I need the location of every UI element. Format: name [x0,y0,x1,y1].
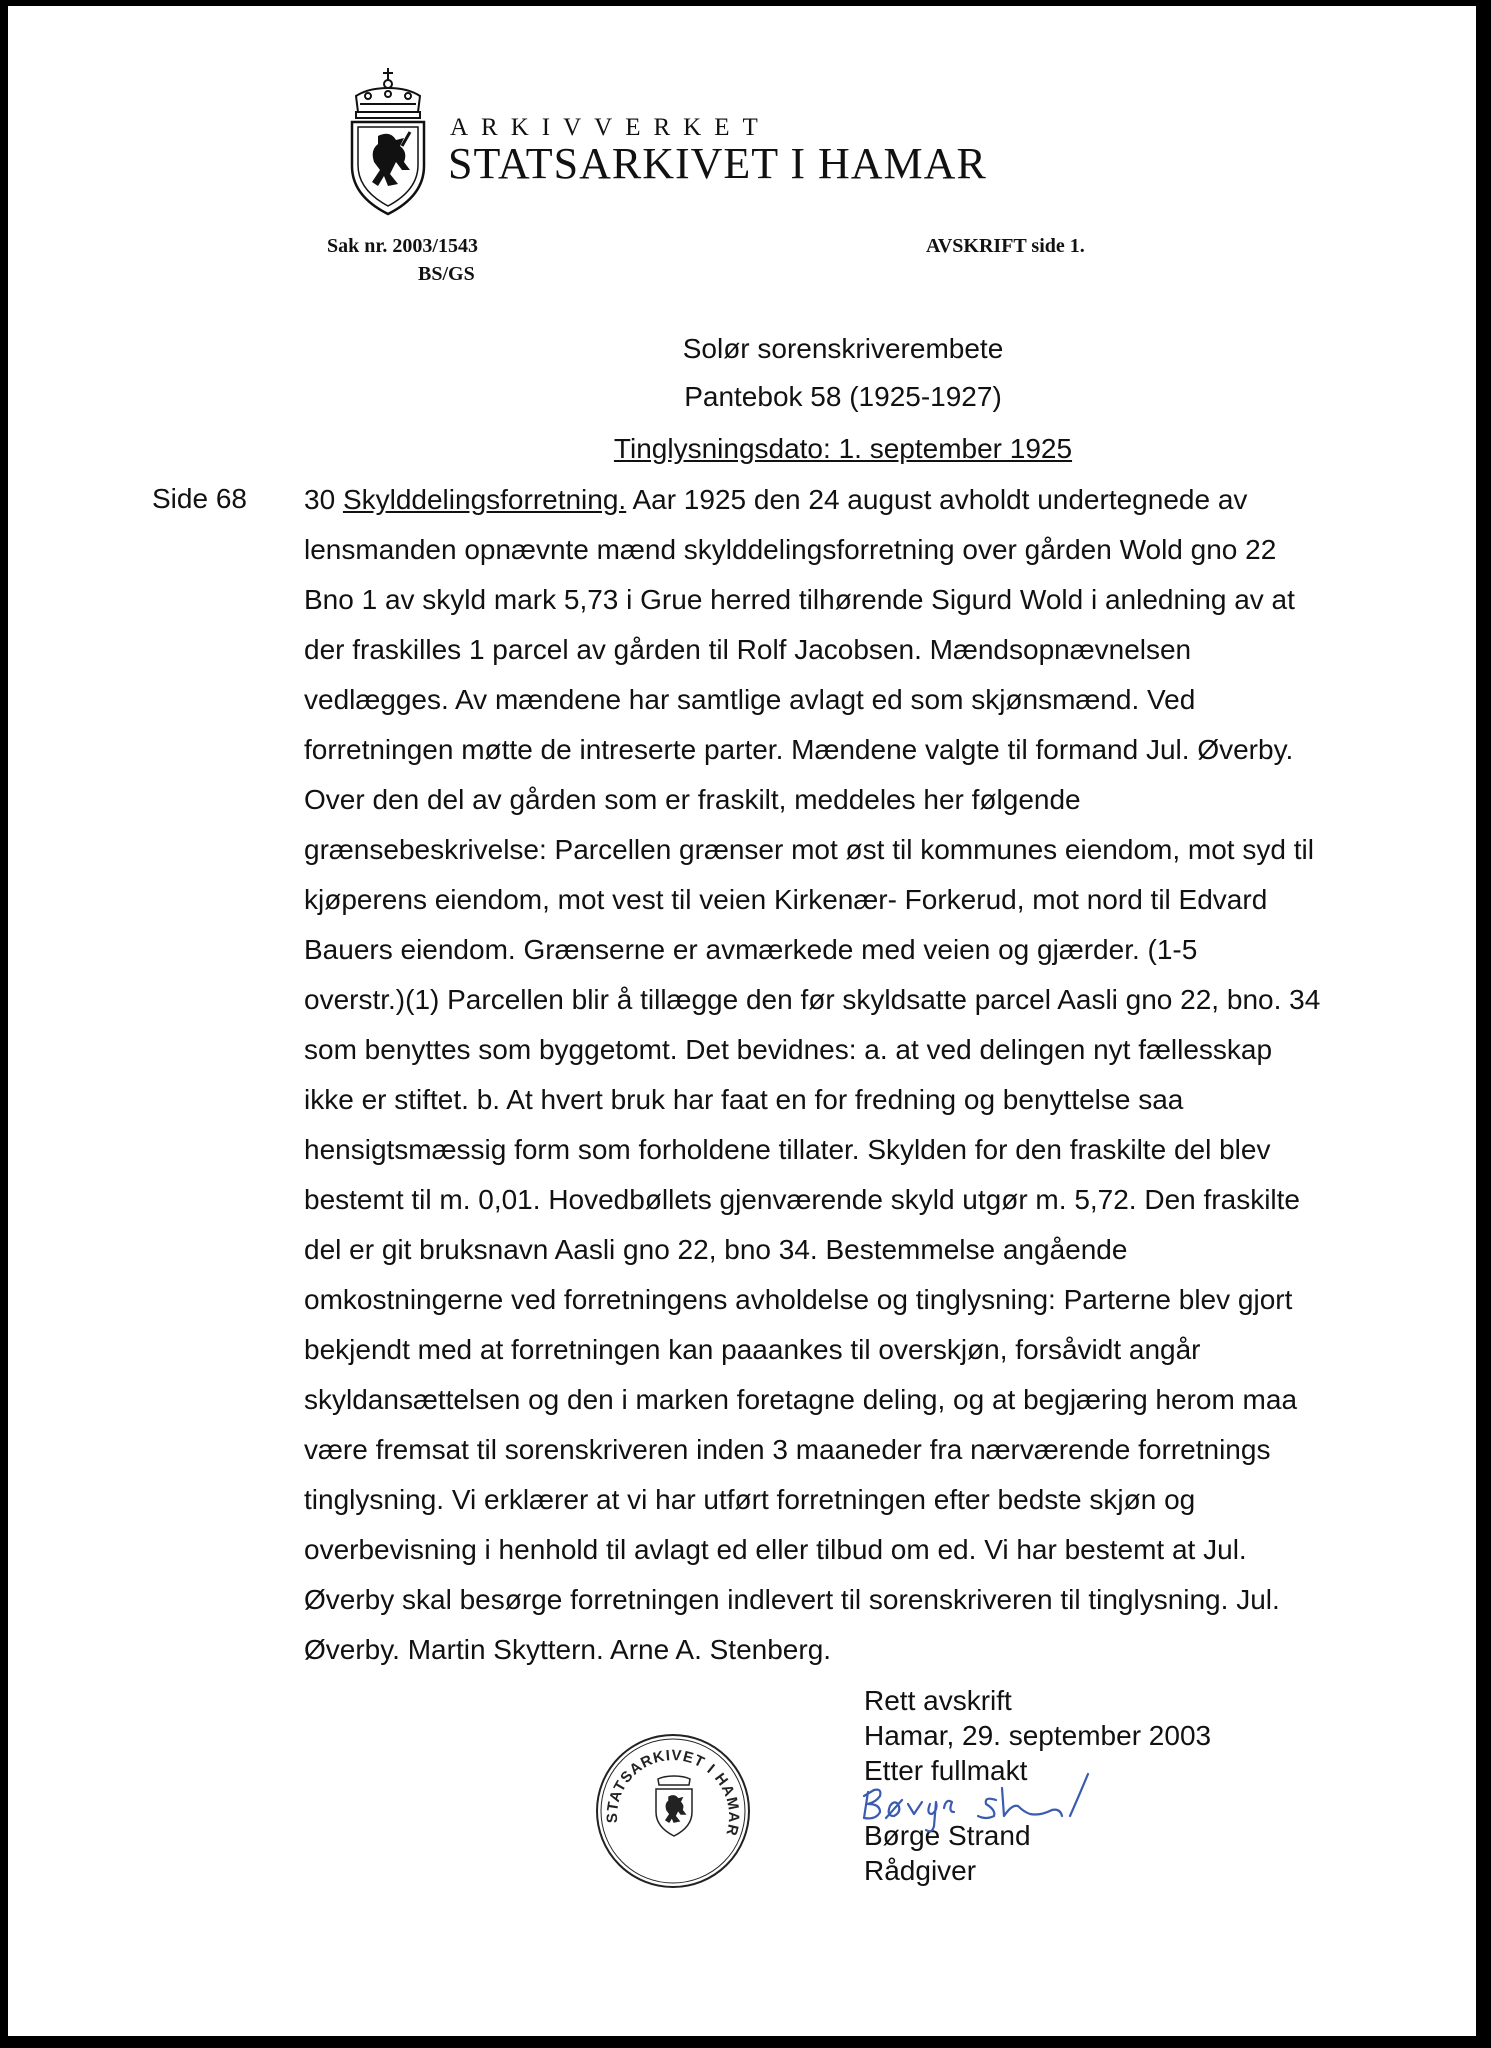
first-line-text: Aar 1925 den 24 august avholdt undertegnede av [632,484,1248,515]
document-label: AVSKRIFT side 1. [926,235,1085,257]
transcript-line: del er git bruksnavn Aasli gno 22, bno 34. Bestemmelse angående [304,1234,1128,1265]
transcript-line: overbevisning i henhold til avlagt ed eller tilbud om ed. Vi har bestemt at Jul. [304,1534,1247,1565]
transcript-line: der fraskilles 1 parcel av gården til Rolf Jacobsen. Mændsopnævnelsen [304,634,1192,665]
entry-title: Skylddelingsforretning. [342,484,627,515]
transcript-line: hensigtsmæssig form som forholdene tillater. Skylden for den fraskilte del blev [304,1134,1271,1165]
certified-copy-text: Rett avskrift [864,1685,1012,1716]
transcript-line: Over den del av gården som er fraskilt, meddeles her følgende [304,784,1081,815]
transcript-body [304,483,1364,1683]
initials: BS/GS [418,263,475,285]
page-reference: Side 68 [152,483,247,514]
transcript-line: lensmanden opnævnte mænd skylddelingsforretning over gården Wold gno 22 [304,534,1277,565]
transcript-line: tinglysning. Vi erklærer at vi har utført forretningen efter bedste skjøn og [304,1484,1196,1515]
svg-text:STATSARKIVET I HAMAR: STATSARKIVET I HAMAR [603,1746,743,1839]
transcript-line: være fremsat til sorenskriveren inden 3 maaneder fra nærværende forretnings [304,1434,1271,1465]
transcript-line: Bno 1 av skyld mark 5,73 i Grue herred tilhørende Sigurd Wold i anledning av at [304,584,1295,615]
transcript-line: Øverby skal besørge forretningen indlevert til sorenskriveren til tinglysning. Jul. [304,1584,1280,1615]
registration-date-heading: Tinglysningsdato: 1. september 1925 [613,433,1073,464]
transcript-line: kjøperens eiendom, mot vest til veien Kirkenær- Forkerud, mot nord til Edvard [304,884,1268,915]
transcript-line: ikke er stiftet. b. At hvert bruk har faat en for fredning og benyttelse saa [304,1084,1184,1115]
transcript-line: Bauers eiendom. Grænserne er avmærkede med veien og gjærder. (1-5 [304,934,1198,965]
coat-of-arms-icon [338,66,438,216]
transcript-line: grænsebeskrivelse: Parcellen grænser mot øst til kommunes eiendom, mot syd til [304,834,1314,865]
handwritten-signature [846,1758,1106,1838]
transcript-line: skyldansættelsen og den i marken foretagne deling, og at begjæring herom maa [304,1384,1298,1415]
signatory-title: Rådgiver [864,1855,977,1886]
signatory-name: Børge Strand [864,1820,1031,1851]
book-heading: Pantebok 58 (1925-1927) [684,381,1002,412]
transcript-line: bestemt til m. 0,01. Hovedbøllets gjenværende skyld utgør m. 5,72. Den fraskilte [304,1184,1300,1215]
transcript-first-line [304,483,1364,533]
entry-number: 30 [304,484,336,515]
transcript-line: vedlægges. Av mændene har samtlige avlagt ed som skjønsmænd. Ved [304,684,1196,715]
transcript-line: bekjendt med at forretningen kan paaankes til overskjøn, forsåvidt angår [304,1334,1201,1365]
archive-seal-stamp [593,1731,753,1891]
transcript-line: forretningen møtte de intreserte parter. Mændene valgte til formand Jul. Øverby. [304,734,1294,765]
organization-name-large: STATSARKIVET I HAMAR [448,139,987,188]
transcript-line: som benyttes som byggetomt. Det bevidnes: a. at ved delingen nyt fællesskap [304,1034,1273,1065]
case-number: Sak nr. 2003/1543 [327,235,478,257]
document-page [8,6,1476,2036]
organization-name-small: ARKIVVERKET [450,114,771,141]
authority-text: Etter fullmakt [864,1755,1028,1786]
place-date-text: Hamar, 29. september 2003 [864,1720,1212,1751]
transcript-line: omkostningerne ved forretningens avholdelse og tinglysning: Parterne blev gjort [304,1284,1293,1315]
transcript-line: overstr.)(1) Parcellen blir å tillægge den før skyldsatte parcel Aasli gno 22, bno. 34 [304,984,1321,1015]
office-heading: Solør sorenskriverembete [682,333,1004,364]
transcript-line: Øverby. Martin Skyttern. Arne A. Stenberg. [304,1634,832,1665]
